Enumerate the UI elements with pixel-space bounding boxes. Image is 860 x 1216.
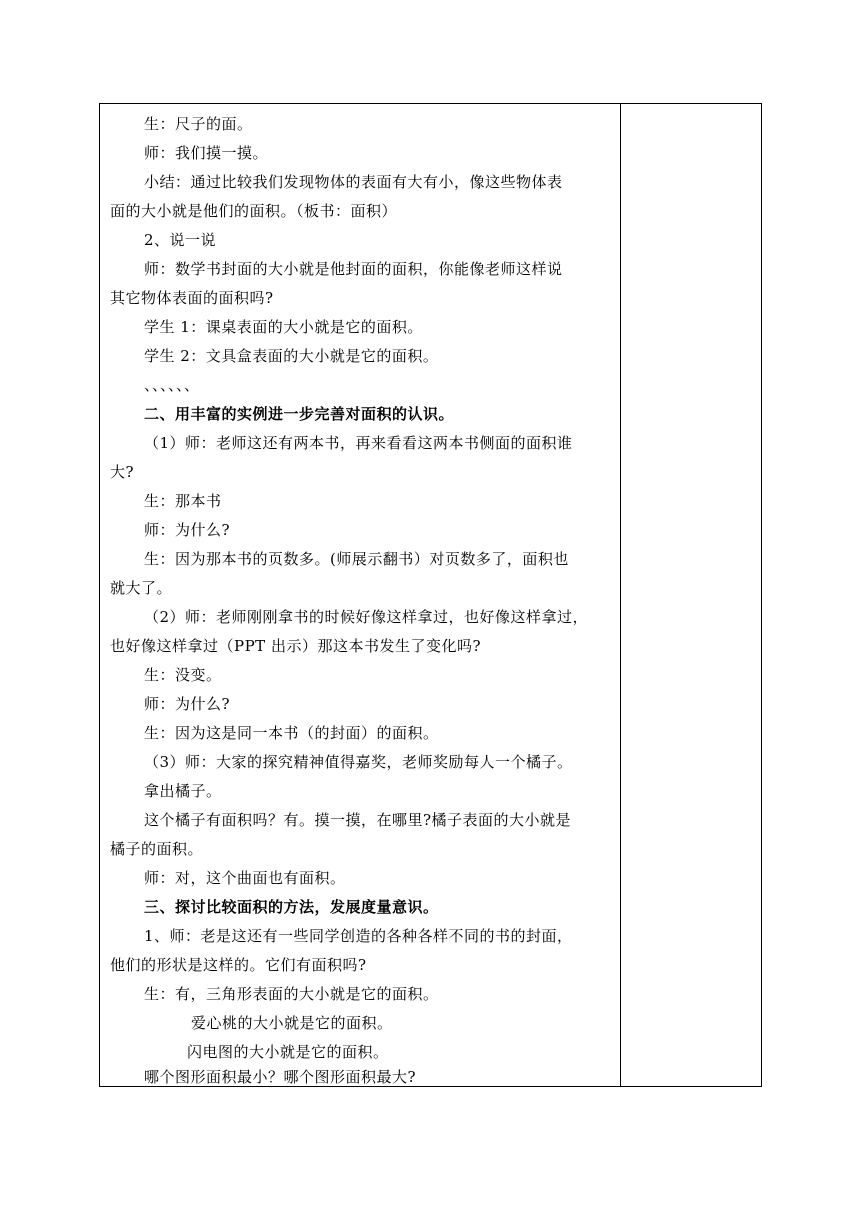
text-line: 师：数学书封面的大小就是他封面的面积，你能像老师这样说 [144,260,563,278]
section-heading: 三、探讨比较面积的方法，发展度量意识。 [144,898,439,916]
text-line: 面的大小就是他们的面积。（板书：面积） [110,202,398,220]
text-line: 爱心桃的大小就是它的面积。 [191,1014,393,1032]
text-line: （2）师：老师刚刚拿书的时候好像这样拿过，也好像这样拿过， [144,608,589,626]
text-line: 这个橘子有面积吗？有。摸一摸，在哪里?橘子表面的大小就是 [144,811,572,829]
text-line: 橘子的面积。 [110,840,204,858]
text-line: 哪个图形面积最小？哪个图形面积最大? [144,1068,417,1086]
lesson-content-cell [100,104,620,1086]
text-line: 2、说一说 [144,231,217,249]
text-line: 也好像这样拿过（PPT 出示）那这本书发生了变化吗? [110,637,482,655]
text-line: 学生 2：文具盒表面的大小就是它的面积。 [144,347,439,365]
text-line: 1、师：老是这还有一些同学创造的各种各样不同的书的封面， [144,927,573,945]
text-line: 小结：通过比较我们发现物体的表面有大有小，像这些物体表 [144,173,563,191]
text-line: 生：那本书 [144,492,222,510]
text-line: 师：为什么? [144,695,231,713]
text-line: 生：尺子的面。 [144,115,253,133]
text-line: （1）师：老师这还有两本书，再来看看这两本书侧面的面积谁 [144,434,573,452]
text-line: 大? [110,463,135,481]
text-line: 生：因为那本书的页数多。(师展示翻书）对页数多了，面积也 [144,550,569,568]
text-line: 拿出橘子。 [144,782,222,800]
text-line: 他们的形状是这样的。它们有面积吗? [110,956,367,974]
text-line: 师：对，这个曲面也有面积。 [144,869,346,887]
text-line: 学生 1：课桌表面的大小就是它的面积。 [144,318,423,336]
text-line: 生：因为这是同一本书（的封面）的面积。 [144,724,439,742]
text-line: 生：有，三角形表面的大小就是它的面积。 [144,985,439,1003]
notes-cell [621,104,761,1086]
text-line: 其它物体表面的面积吗? [110,289,274,307]
text-line: 、、、、、、 [144,376,200,394]
text-line: 就大了。 [110,579,173,597]
text-line: （3）师：大家的探究精神值得嘉奖，老师奖励每人一个橘子。 [144,753,573,771]
text-line: 生：没变。 [144,666,222,684]
text-line: 师：我们摸一摸。 [144,144,269,162]
text-line: 师：为什么? [144,521,231,539]
lesson-plan-table [99,103,762,1087]
text-line: 闪电图的大小就是它的面积。 [187,1043,389,1061]
section-heading: 二、用丰富的实例进一步完善对面积的认识。 [144,405,455,423]
